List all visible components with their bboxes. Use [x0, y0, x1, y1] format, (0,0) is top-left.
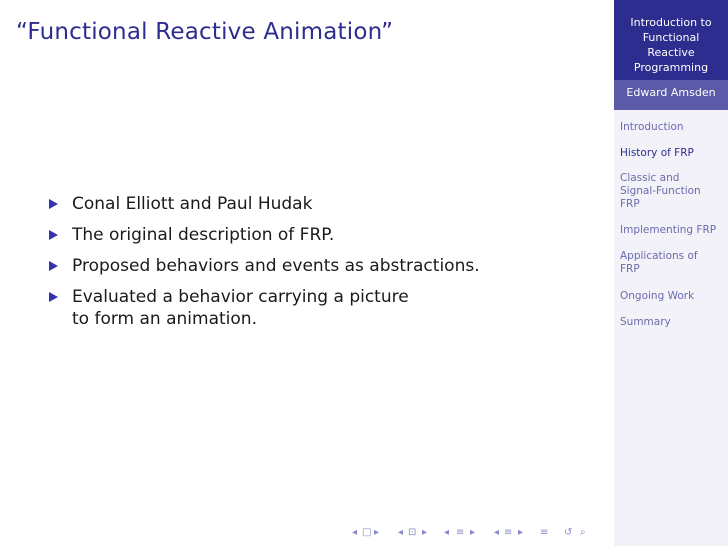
frame-title: “Functional Reactive Animation” — [16, 19, 394, 45]
sidebar-section-label: Signal-Function — [620, 185, 701, 197]
sidebar-section-label: History of FRP — [620, 147, 694, 159]
bullet-item — [44, 255, 604, 277]
bullet-text — [72, 193, 604, 215]
sidebar-section-item[interactable] — [620, 147, 726, 160]
presentation-title-line: Programming — [633, 61, 709, 74]
nav-undo-icon[interactable]: ↺ — [564, 527, 573, 538]
bullet-item — [44, 193, 604, 215]
author-name[interactable]: Edward Amsden — [626, 86, 716, 99]
nav-frame-icon[interactable]: □ — [362, 527, 372, 538]
sidebar-section-item[interactable] — [620, 250, 726, 276]
sidebar-section-label: Implementing FRP — [620, 224, 717, 236]
sidebar-section-item[interactable] — [620, 224, 726, 237]
nav-section-forward-icon[interactable]: ▸ — [470, 527, 476, 538]
bullet-text — [72, 224, 604, 246]
sidebar — [614, 0, 728, 546]
nav-first-icon[interactable]: ◂ — [352, 527, 358, 538]
nav-search-icon[interactable]: ⌕ — [580, 527, 586, 538]
nav-appendix-icon[interactable]: ≡ — [540, 527, 549, 538]
bullet-text-line: The original description of FRP. — [72, 225, 335, 245]
presentation-title-line: Functional — [642, 31, 700, 44]
nav-section-icon[interactable]: ⊡ — [408, 527, 417, 538]
bullet-text — [72, 286, 604, 330]
nav-prev-icon[interactable]: ▸ — [374, 527, 380, 538]
bullet-triangle-icon — [49, 261, 58, 271]
sidebar-section-label: FRP — [620, 198, 640, 210]
nav-doc-back-icon[interactable]: ◂ — [494, 527, 500, 538]
nav-subsection-back-icon[interactable]: ◂ — [398, 527, 404, 538]
presentation-title[interactable] — [618, 15, 724, 75]
sidebar-section-item[interactable] — [620, 316, 726, 329]
sidebar-section-label: Summary — [620, 316, 671, 328]
sidebar-section-item[interactable] — [620, 121, 726, 134]
sidebar-section-item[interactable] — [620, 172, 726, 211]
nav-section-sym-icon[interactable]: ≡ — [456, 527, 465, 538]
bullet-text-line: to form an animation. — [72, 309, 257, 329]
bullet-text-line: Conal Elliott and Paul Hudak — [72, 194, 313, 214]
bullet-text-line: Proposed behaviors and events as abstractions. — [72, 256, 480, 276]
nav-subsection-forward-icon[interactable]: ▸ — [422, 527, 428, 538]
bullet-item — [44, 224, 604, 246]
bullet-triangle-icon — [49, 230, 58, 240]
sidebar-section-label: Applications of — [620, 250, 698, 262]
sidebar-section-item[interactable] — [620, 290, 726, 303]
nav-doc-sym-icon[interactable]: ≡ — [504, 527, 513, 538]
sidebar-section-label: Ongoing Work — [620, 290, 695, 302]
bullet-triangle-icon — [49, 199, 58, 209]
bullet-triangle-icon — [49, 292, 58, 302]
beamer-navigation-bar — [352, 526, 614, 540]
sidebar-section-label: FRP — [620, 263, 640, 275]
presentation-title-line: Introduction to — [630, 16, 712, 29]
bullet-text — [72, 255, 604, 277]
sidebar-section-label: Classic and — [620, 172, 680, 184]
nav-doc-forward-icon[interactable]: ▸ — [518, 527, 524, 538]
nav-section-back-icon[interactable]: ◂ — [444, 527, 450, 538]
bullet-text-line: Evaluated a behavior carrying a picture — [72, 287, 409, 307]
bullet-list — [44, 193, 604, 339]
sidebar-section-label: Introduction — [620, 121, 684, 133]
presentation-title-line: Reactive — [647, 46, 695, 59]
bullet-item — [44, 286, 604, 330]
